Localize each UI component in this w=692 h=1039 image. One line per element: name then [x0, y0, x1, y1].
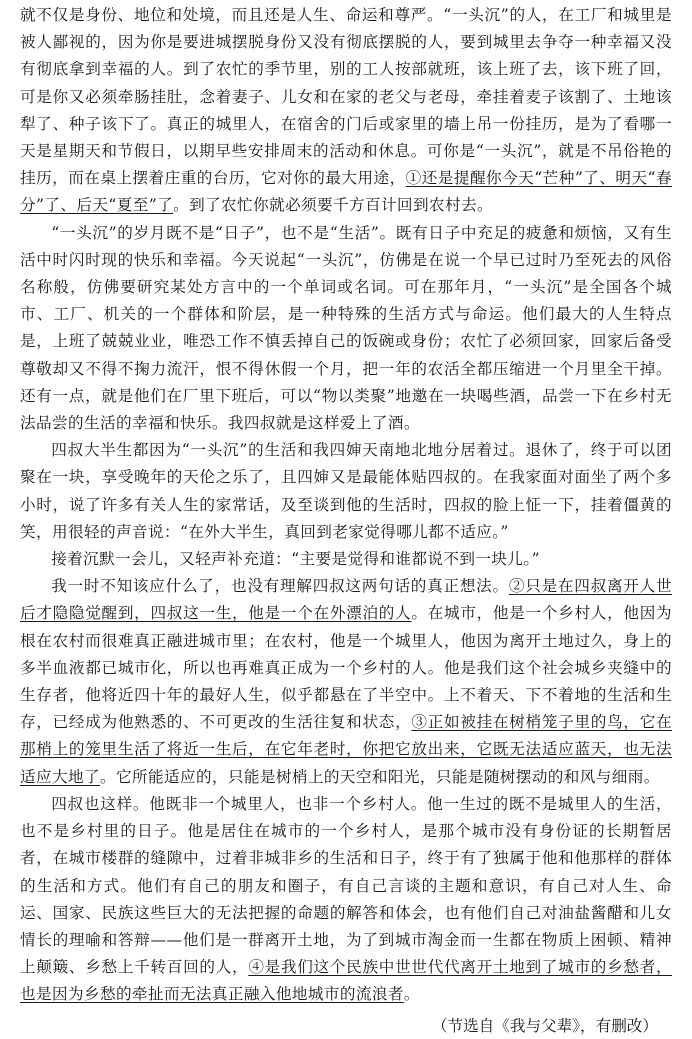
paragraph-4	[20, 546, 672, 573]
underlined-sentence: ①还是提醒你今天“芒种”了、明天“春分”了、后天“夏至”了	[20, 169, 672, 215]
paragraph-5	[20, 573, 672, 791]
underlined-sentence: ②只是在四叔离开人世后才隐隐觉醒到，四叔这一生，他是一个在外漂泊的人	[20, 577, 672, 623]
paragraph-1	[20, 2, 672, 220]
text-run: 四叔也这样。他既非一个城里人，也非一个乡村人。他一生过的既不是城里人的生活，也不是乡村里的日子。他是居住在城市的一个乡村人，是那个城市没有身份证的长期暂居者，在城市楼群的缝隙中，过着非城非乡的生活和日子，终于有了独属于他和他那样的群体的生活和方式。他们有自己的朋友和圈子，有自己言谈的主题和意识，有自己对人生、命运、国家、民族这些巨大的无法把握的命题的解答和体会，也有他们自己对油盐酱醋和儿女情长的理喻和答辩——他们是一群离开土地，为了到城市淘金而一生都在物质上困顿、精神上颠簸、乡愁上千转百回的人，	[20, 794, 672, 977]
text-run: 。	[403, 985, 420, 1004]
underlined-sentence: ④是我们这个民族中世世代代离开土地到了城市的乡愁者，也是因为乡愁的牵扯而无法真正融入他地城市的流浪者	[20, 958, 672, 1004]
text-run: 接着沉默一会儿，又轻声补充道：“主要是觉得和谁都说不到一块儿。”	[51, 550, 540, 569]
text-run: 就不仅是身份、地位和处境，而且还是人生、命运和尊严。“一头沉”的人，在工厂和城里是被人鄙视的，因为你是要进城摆脱身份又没有彻底摆脱的人，要到城里去争夺一种幸福又没有彻底拿到幸福的人。到了农忙的季节里，别的工人按部就班，该上班了去，该下班了回，可是你又必须牵肠挂肚，念着妻子、儿女和在家的老父与老母，牵挂着麦子该割了、土地该犁了、种子该下了。真正的城里人，在宿舍的门后或家里的墙上吊一份挂历，是为了看哪一天是星期天和节假日，以期早些安排周末的活动和休息。可你是“一头沉”，就是不吊俗艳的挂历，而在桌上摆着庄重的台历，它对你的最大用途，	[20, 6, 672, 188]
paragraph-3	[20, 437, 672, 546]
text-run: 。它所能适应的，只能是树梢上的天空和阳光，只能是随树摆动的和风与细雨。	[99, 767, 660, 786]
underlined-sentence: ③正如被挂在树梢笼子里的鸟，它在那梢上的笼里生活了将近一生后，在它年老时，你把它放出来，它既无法适应蓝天，也无法适应大地了	[20, 713, 672, 786]
text-run: 我一时不知该应什么了，也没有理解四叔这两句话的真正想法。	[51, 577, 509, 596]
text-run: 。到了农忙你就必须要千方百计回到农村去。	[173, 196, 493, 215]
source-note: （节选自《我与父辈》，有删改）	[431, 1016, 658, 1035]
paragraph-2	[20, 220, 672, 438]
text-run: 四叔大半生都因为“一头沉”的生活和我四婶天南地北地分居着过。退休了，终于可以团聚在一块，享受晚年的天伦之乐了，且四婶又是最能体贴四叔的。在我家面对面坐了两个多小时，说了许多有关人生的家常话，及至谈到他的生活时，四叔的脸上怔一下，挂着僵黄的笑，用很轻的声音说：“在外大半生，真回到老家觉得哪儿都不适应。”	[20, 441, 672, 541]
text-run: “一头沉”的岁月既不是“日子”，也不是“生活”。既有日子中充足的疲惫和烦恼，又有生活中时闪时现的快乐和幸福。今天说起“一头沉”，仿佛是在说一个早已过时乃至死去的风俗名称般，仿佛要研究某处方言中的一个单词或名词。可在那年月，“一头沉”是全国各个城市、工厂、机关的一个群体和阶层，是一种特殊的生活方式与命运。他们最大的人生特点是，上班了兢兢业业，唯恐工作不慎丢掉自己的饭碗或身份；农忙了必须回家，回家后备受尊敬却又不得不掬力流汗，恨不得休假一个月，把一年的农活全都压缩进一个月里全干掉。还有一点，就是他们在厂里下班后，可以“物以类聚”地邀在一块喝些酒，品尝一下在乡村无法品尝的生活的幸福和快乐。我四叔就是这样爱上了酒。	[20, 223, 672, 433]
article-body	[20, 2, 672, 1009]
paragraph-6	[20, 791, 672, 1009]
text-run: 。在城市，他是一个乡村人，他因为根在农村而很难真正融进城市里；在农村，他是一个城里人，他因为离开土地过久，身上的多半血液都已城市化，所以也再难真正成为一个乡村的人。他是我们这个社会城乡夹缝中的生存者，他将近四十年的最好人生，似乎都悬在了半空中。上不着天、下不着地的生活和生存，已经成为他熟悉的、不可更改的生活往复和状态，	[20, 604, 672, 732]
